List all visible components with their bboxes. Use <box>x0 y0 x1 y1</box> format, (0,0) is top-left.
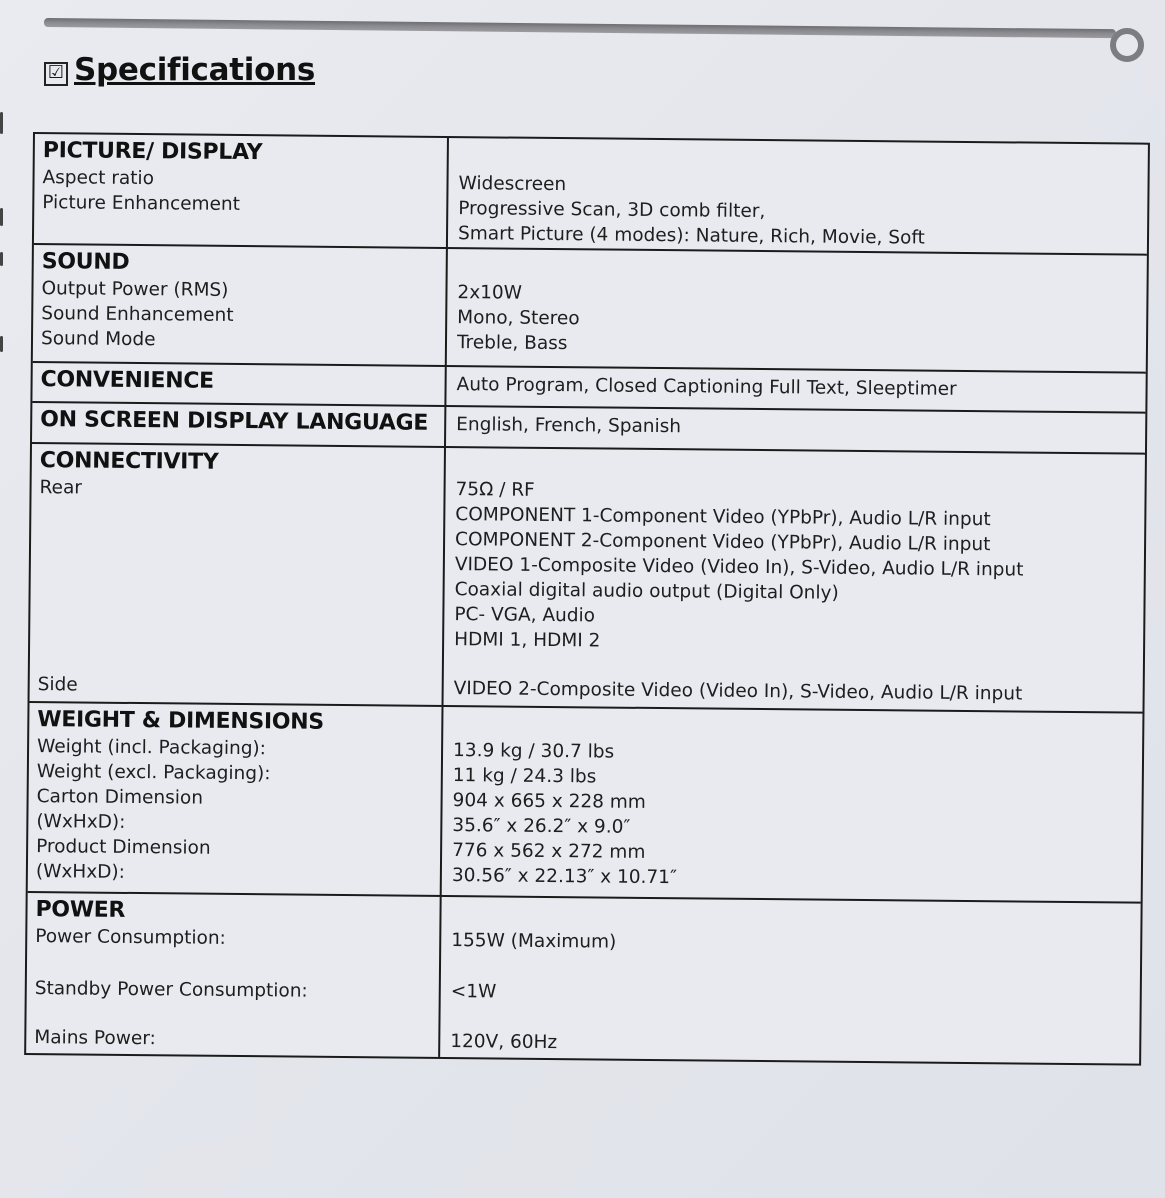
spec-value: VIDEO 2-Composite Video (Video In), S-Video, Audio L/R input <box>453 678 1023 705</box>
spec-value: Treble, Bass <box>456 332 568 355</box>
header-rule <box>44 18 1116 38</box>
spec-label: Standby Power Consumption: <box>34 978 308 1002</box>
spec-label: (WxHxD): <box>35 861 126 883</box>
section-title: POWER <box>35 897 126 923</box>
section-title: WEIGHT & DIMENSIONS <box>37 707 324 735</box>
section-title: PICTURE/ DISPLAY <box>42 138 263 166</box>
section-title: ON SCREEN DISPLAY LANGUAGE <box>40 407 429 436</box>
spec-value: COMPONENT 2-Component Video (YPbPr), Audio L/R input <box>455 529 991 556</box>
spec-value: Smart Picture (4 modes): Nature, Rich, Movie, Soft <box>457 223 925 249</box>
section-title: SOUND <box>41 249 130 275</box>
page-title: Specifications <box>74 52 316 88</box>
spec-value: Mono, Stereo <box>457 307 580 330</box>
spec-label: (WxHxD): <box>36 811 126 833</box>
section-title: CONVENIENCE <box>40 367 214 394</box>
spec-label: Rear <box>39 477 83 499</box>
page-heading <box>44 52 315 88</box>
spec-label: Side <box>37 674 78 696</box>
spec-value: 11 kg / 24.3 lbs <box>452 765 597 788</box>
spec-label: Product Dimension <box>36 836 211 859</box>
ring-ornament-icon <box>1110 28 1144 62</box>
spec-label: Sound Mode <box>40 328 156 351</box>
binding-mark <box>0 252 3 266</box>
spec-value: 13.9 kg / 30.7 lbs <box>452 740 615 763</box>
spec-value: PC- VGA, Audio <box>454 604 596 627</box>
spec-value: HDMI 1, HDMI 2 <box>454 629 601 652</box>
spec-value: 75Ω / RF <box>455 479 535 501</box>
spec-label: Sound Enhancement <box>41 303 234 326</box>
section-picture <box>34 134 1148 254</box>
binding-mark <box>0 112 3 134</box>
spec-label: Weight (excl. Packaging): <box>36 761 271 785</box>
spec-value: 155W (Maximum) <box>451 930 617 953</box>
section-title: CONNECTIVITY <box>39 448 219 475</box>
spec-value: 35.6″ x 26.2″ x 9.0″ <box>452 815 631 838</box>
spec-value: COMPONENT 1-Component Video (YPbPr), Audio L/R input <box>455 504 991 531</box>
section-sound <box>33 243 1147 372</box>
spec-value: Auto Program, Closed Captioning Full Text, Sleeptimer <box>456 374 957 400</box>
spec-value: English, French, Spanish <box>456 414 682 438</box>
binding-mark <box>0 208 3 226</box>
binding-mark <box>0 336 3 352</box>
spec-label: Mains Power: <box>34 1027 156 1050</box>
spec-label: Power Consumption: <box>35 926 226 949</box>
spec-value: Widescreen <box>458 173 567 196</box>
spec-value: 904 x 665 x 228 mm <box>452 790 646 813</box>
section-power <box>26 891 1141 1064</box>
section-connectivity <box>30 442 1145 712</box>
spec-value: Coaxial digital audio output (Digital Only) <box>454 579 839 604</box>
spec-label: Picture Enhancement <box>42 192 241 215</box>
spec-table <box>24 132 1150 1066</box>
spec-value: <1W <box>450 981 497 1003</box>
spec-label: Output Power (RMS) <box>41 278 229 301</box>
spec-label: Aspect ratio <box>42 167 155 190</box>
spec-value: 776 x 562 x 272 mm <box>452 840 646 863</box>
section-weight-dimensions <box>28 701 1143 902</box>
spec-value: VIDEO 1-Composite Video (Video In), S-Video, Audio L/R input <box>454 554 1024 581</box>
spec-value: 120V, 60Hz <box>450 1031 558 1054</box>
spec-value: 2x10W <box>457 282 523 304</box>
checkbox-icon: ☑ <box>44 62 68 86</box>
spec-value: 30.56″ x 22.13″ x 10.71″ <box>451 865 678 889</box>
spec-value: Progressive Scan, 3D comb filter, <box>458 198 766 223</box>
spec-label: Weight (incl. Packaging): <box>37 736 267 760</box>
spec-label: Carton Dimension <box>36 786 204 809</box>
